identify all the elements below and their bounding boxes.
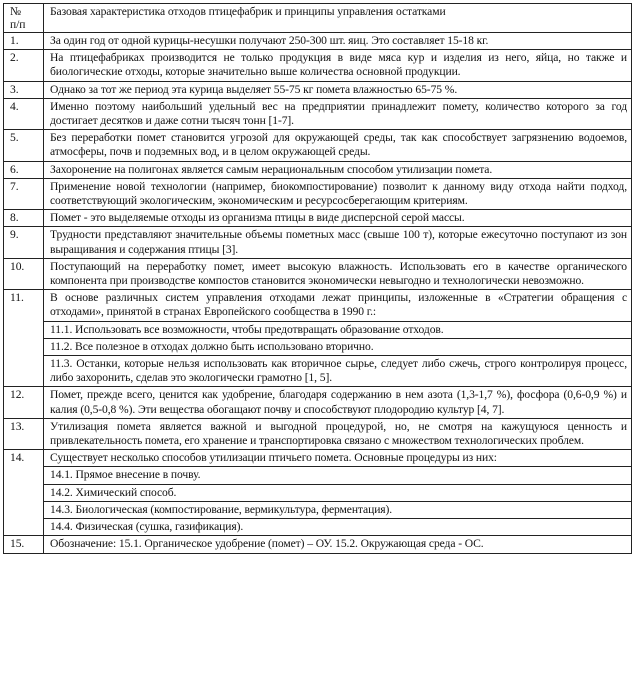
row-text: Утилизация помета является важной и выгодной процедурой, но, не смотря на кажущуюся ценность и привлекательность помета, его хранение и транспортировка связано с множеством технологических проблем. (50, 419, 627, 448)
subitem-cell (44, 467, 632, 484)
row-text: Применение новой технологии (например, биокомпостирование) позволит к данному виду отхода найти подход, соответствующий экологическим, экономическим и ресурсосберегающим критериям. (50, 179, 627, 208)
row-number-cell (4, 178, 44, 209)
table-subrow (4, 519, 632, 536)
row-text: Существует несколько способов утилизации птичьего помета. Основные процедуры из них: (50, 451, 497, 465)
row-number-cell (4, 387, 44, 418)
table-row (4, 130, 632, 161)
row-number-cell (4, 536, 44, 553)
row-number: 7. (10, 179, 19, 193)
row-number-cell (4, 290, 44, 387)
table-row (4, 258, 632, 289)
table-row (4, 161, 632, 178)
row-number: 8. (10, 211, 19, 225)
subitem-cell (44, 501, 632, 518)
table-row (4, 210, 632, 227)
row-text: Однако за тот же период эта курица выделяет 55-75 кг помета влажностью 65-75 %. (50, 82, 458, 96)
row-number-cell (4, 98, 44, 129)
row-number: 6. (10, 162, 19, 176)
table-row (4, 418, 632, 449)
table-row (4, 450, 632, 467)
row-number-cell (4, 161, 44, 178)
table-row (4, 387, 632, 418)
row-number-cell (4, 33, 44, 50)
row-text-cell (44, 450, 632, 467)
row-text: Помет - это выделяемые отходы из организма птицы в виде дисперсной серой массы. (50, 211, 465, 225)
table-row (4, 98, 632, 129)
row-number-cell (4, 418, 44, 449)
row-text: Именно поэтому наибольший удельный вес на предприятии принадлежит помету, количество которого за год достигает десятков и даже сотни тысяч тонн [1-7]. (50, 99, 627, 128)
row-text-cell (44, 418, 632, 449)
header-num-label: № п/п (10, 5, 26, 31)
row-text-cell (44, 290, 632, 321)
row-text-cell (44, 81, 632, 98)
row-text: Трудности представляют значительные объемы пометных масс (свыше 100 т), которые ежесуточно поступают из зон выращивания и содержания птицы [3]. (50, 228, 627, 256)
table-row (4, 178, 632, 209)
table-subrow (4, 321, 632, 338)
row-text: Поступающий на переработку помет, имеет высокую влажность. Использовать его в качестве органического компонента при производстве компостов становится экономически невыгодно и технологически невозможно. (50, 259, 627, 288)
subitem-text: 11.1. Использовать все возможности, чтобы предотвращать образование отходов. (50, 322, 444, 336)
row-text-cell (44, 50, 632, 81)
row-number: 13. (10, 419, 25, 433)
row-number-cell (4, 130, 44, 161)
row-number-cell (4, 81, 44, 98)
row-number: 10. (10, 259, 25, 273)
table-subrow (4, 501, 632, 518)
table-subrow (4, 356, 632, 387)
header-title: Базовая характеристика отходов птицефабрик и принципы управления остатками (50, 5, 446, 18)
subitem-text: 14.4. Физическая (сушка, газификация). (50, 520, 244, 534)
principles-table (3, 3, 632, 554)
row-number: 15. (10, 537, 25, 551)
row-number: 1. (10, 34, 19, 47)
row-text: На птицефабриках производится не только продукция в виде мяса кур и изделия из него, яйца, но также и биологические отходы, которые значительно выше количества основной продукции. (50, 51, 627, 79)
table-row (4, 81, 632, 98)
subitem-text: 11.3. Останки, которые нельзя использовать как вторичное сырье, следует либо сжечь, строго контролируя процесс, либо захоронить, сделав это экологически грамотно [1, 5]. (50, 357, 627, 385)
row-text: Обозначение: 15.1. Органическое удобрение (помет) – ОУ. 15.2. Окружающая среда - ОС. (50, 537, 484, 551)
subitem-text: 14.2. Химический способ. (50, 485, 177, 499)
table-row (4, 33, 632, 50)
row-number: 11. (10, 291, 24, 305)
row-text-cell (44, 227, 632, 258)
row-number: 2. (10, 51, 19, 65)
subitem-cell (44, 321, 632, 338)
subitem-text: 14.3. Биологическая (компостирование, вермикультура, ферментация). (50, 502, 393, 516)
row-text: За один год от одной курицы-несушки получают 250-300 шт. яиц. Это составляет 15-18 кг. (50, 34, 489, 47)
row-text-cell (44, 33, 632, 50)
row-number: 4. (10, 99, 19, 113)
row-number-cell (4, 50, 44, 81)
table-row (4, 227, 632, 258)
table-row (4, 290, 632, 321)
table-header-row (4, 4, 632, 33)
row-number: 5. (10, 131, 19, 145)
table-subrow (4, 484, 632, 501)
row-number-cell (4, 450, 44, 536)
subitem-cell (44, 519, 632, 536)
row-text-cell (44, 178, 632, 209)
header-title-cell (44, 4, 632, 33)
row-text-cell (44, 536, 632, 553)
row-text-cell (44, 210, 632, 227)
header-num-cell (4, 4, 44, 33)
row-text: Без переработки помет становится угрозой для окружающей среды, так как способствует загрязнению водоемов, атмосферы, почв и подземных вод, и в целом окружающей среды. (50, 131, 627, 159)
row-text-cell (44, 387, 632, 418)
row-number: 14. (10, 451, 25, 465)
row-text-cell (44, 130, 632, 161)
table-body (4, 4, 632, 554)
row-number-cell (4, 227, 44, 258)
subitem-text: 11.2. Все полезное в отходах должно быть использовано вторично. (50, 339, 374, 353)
subitem-cell (44, 484, 632, 501)
row-text-cell (44, 98, 632, 129)
subitem-cell (44, 338, 632, 355)
table-subrow (4, 467, 632, 484)
row-number-cell (4, 210, 44, 227)
row-number: 12. (10, 388, 25, 402)
row-text: Помет, прежде всего, ценится как удобрение, благодаря содержанию в нем азота (1,3-1,7 %), фосфора (0,6-0,9 %) и калия (0,5-0,8 %). Эти вещества обогащают почву и способствуют плодородию культур [4, 7]. (50, 388, 627, 416)
table-row (4, 536, 632, 553)
row-number: 9. (10, 228, 19, 242)
row-text: В основе различных систем управления отходами лежат принципы, изложенные в «Стратегии обращения с отходами», принятой в странах Европейского сообщества в 1990 г.: (50, 291, 627, 319)
row-text: Захоронение на полигонах является самым нерациональным способом утилизации помета. (50, 162, 493, 176)
row-number-cell (4, 258, 44, 289)
row-number: 3. (10, 82, 19, 96)
table-row (4, 50, 632, 81)
subitem-text: 14.1. Прямое внесение в почву. (50, 468, 201, 482)
row-text-cell (44, 161, 632, 178)
row-text-cell (44, 258, 632, 289)
subitem-cell (44, 356, 632, 387)
table-subrow (4, 338, 632, 355)
